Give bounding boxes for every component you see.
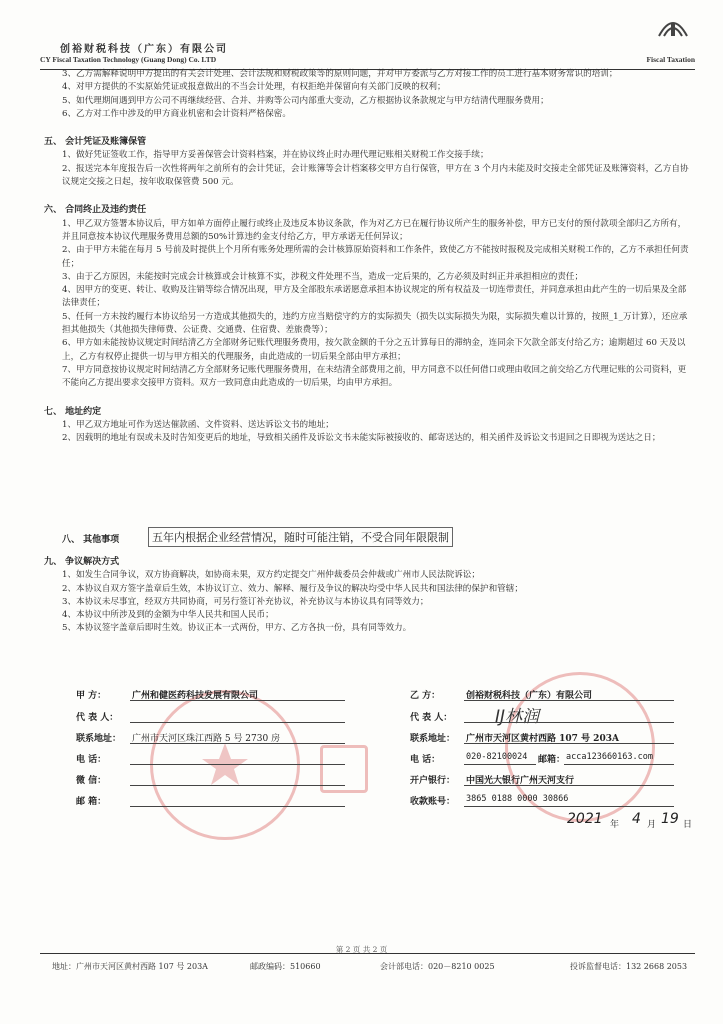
day-unit: 日 — [683, 820, 693, 830]
sign-date-year: 2021 — [567, 811, 603, 827]
party-a-address: 广州市天河区珠江西路 5 号 2730 房 — [132, 734, 281, 744]
section-7-title: 七、 地址约定 — [44, 406, 102, 417]
clause: 1、如发生合同争议，双方协商解决，如协商未果，双方约定提交广州仲裁委员会仲裁或广州市人民法院诉讼； — [62, 570, 480, 581]
footer-address: 地址：广州市天河区黄村西路 107 号 203A — [52, 962, 208, 971]
section-4-tail — [44, 68, 694, 121]
underline — [130, 700, 345, 701]
underline — [464, 722, 674, 723]
clause: 4、因甲方的变更、转让、收购及注销等综合情况出现，甲方及全部股东承诺愿意承担本协议规定的所有权益及一切连带责任，并同意承担由此产生的一切后果及全部法律责任； — [62, 285, 687, 309]
clause: 5、任何一方未按约履行本协议给另一方造成其他损失的，违约方应当赔偿守约方的实际损失（损失以实际损失为限，实际损失难以计算的，按照_1_万计算），还应承担其他损失（其他损失律师费、公证费、交通费、住宿费、差旅费等）； — [62, 311, 688, 336]
month-unit: 月 — [647, 820, 657, 830]
company-name-cn: 创裕财税科技（广东）有限公司 — [60, 44, 228, 55]
clause: 1、甲乙双方地址可作为送达催款函、文件资料、送达诉讼文书的地址； — [62, 419, 334, 430]
footer — [40, 953, 695, 971]
contract-body — [44, 68, 694, 445]
clause: 3、本协议未尽事宜，经双方共同协商，可另行签订补充协议，补充协议与本协议具有同等效力； — [62, 596, 429, 607]
underline — [464, 806, 674, 807]
letterhead — [40, 38, 695, 70]
sign-date-month: 4 — [632, 811, 641, 827]
party-b-bank: 中国光大银行广州天河支行 — [466, 776, 575, 786]
clause: 6、乙方对工作中涉及的甲方商业机密和会计资料严格保密。 — [62, 108, 291, 119]
clause: 3、由于乙方原因，未能按时完成会计核算或会计核算不实，涉税文件处理不当，造成一定后果的，乙方必须及时纠正并承担相应的责任； — [62, 271, 584, 282]
section-6-title: 六、 合同终止及违约责任 — [44, 205, 147, 216]
footer-postcode: 邮政编码：510660 — [250, 962, 321, 971]
party-b-name: 创裕财税科技（广东）有限公司 — [466, 691, 593, 701]
clause: 1、甲乙双方签署本协议后，甲方如单方面停止履行或终止及违反本协议条款，作为对乙方已在履行协议所产生的服务补偿，甲方已支付的预付款项全部归乙方所有，并且同意按本协议代理服务费用总额的50%计算违约金支付给乙方，甲方承诺无任何异议； — [62, 218, 687, 242]
party-a-rep-label: 代 表 人： — [76, 713, 119, 723]
clause: 5、如代理期间遇到甲方公司不再继续经营、合并、并购等公司内部重大变动，乙方根据协议条款规定与甲方结清代理服务费用； — [62, 95, 549, 106]
party-b-account-label: 收款账号： — [410, 797, 456, 807]
underline — [130, 722, 345, 723]
party-b-account: 3865 0188 0000 30866 — [466, 794, 569, 804]
section-5-title: 五、 会计凭证及账簿保管 — [44, 137, 147, 148]
party-b-email-label: 邮箱： — [538, 755, 566, 765]
clause: 4、对甲方提供的不实原始凭证或报意做出的不当会计处理，有权拒绝并保留向有关部门反映的权利； — [62, 82, 446, 93]
clause: 7、甲方同意按协议规定时间结清乙方全部财务记账代理服务费用，在未结清全部费用之前，甲方同意不以任何借口或理由收回之前交给乙方代理记账的公司资料，更不能向乙方提出要求交接甲方资料。双方一致同意由此造成的一切后果，均由甲方承担。 — [62, 364, 687, 389]
party-a-name: 广州和健医药科技发展有限公司 — [132, 691, 259, 701]
underline — [130, 764, 345, 765]
section-9-title: 九、 争议解决方式 — [44, 557, 120, 567]
party-b-signature: IJ林润 — [495, 707, 540, 727]
logo-text: Fiscal Taxation — [646, 55, 695, 64]
underline — [464, 785, 674, 786]
clause: 5、本协议签字盖章后即时生效。协议正本一式两份，甲方、乙方各执一份，具有同等效力。 — [62, 623, 412, 634]
underline — [130, 743, 345, 744]
party-b-rep-label: 代 表 人： — [410, 713, 453, 723]
section-8-title: 八、 其他事项 — [62, 535, 120, 545]
party-a-company-seal — [150, 690, 300, 840]
clause: 4、本协议中所涉及到的金额为中华人民共和国人民币； — [62, 610, 274, 621]
sign-date-day: 19 — [661, 811, 679, 827]
underline — [564, 764, 674, 765]
underline — [464, 764, 536, 765]
clause: 3、乙方需解释说明甲方提出的有关会计处理、会计法规和财税政策等的原则问题，并对甲方委派与乙方对接工作的员工进行基本财务常识的培训； — [62, 69, 618, 79]
section-9 — [44, 556, 694, 636]
underline — [464, 700, 674, 701]
section-8-value: 五年内根据企业经营情况，随时可能注销，不受合同年限限制 — [148, 527, 453, 547]
footer-complaint-phone: 投诉监督电话：132 2668 2053 — [570, 962, 688, 971]
star-icon — [153, 693, 297, 837]
party-a-email-label: 邮 箱： — [76, 797, 107, 807]
clause: 2、本协议自双方签字盖章后生效，本协议订立、效力、解释、履行及争议的解决均受中华人民共和国法律的保护和管辖； — [62, 583, 523, 594]
underline — [464, 743, 674, 744]
party-a-addr-label: 联系地址： — [76, 734, 122, 744]
party-a-wechat-label: 微 信： — [76, 776, 107, 786]
clause: 1、做好凭证签收工作，指导甲方妥善保管会计资料档案，并在协议终止时办理代理记账相关财税工作交接手续； — [62, 150, 489, 161]
fiscal-taxation-logo-icon — [655, 16, 691, 38]
underline — [130, 785, 345, 786]
underline — [130, 806, 345, 807]
party-b-address: 广州市天河区黄村西路 107 号 203A — [466, 734, 619, 744]
party-b-phone: 020-82100024 — [466, 752, 528, 762]
page-number: 第 2 页 共 2 页 — [335, 945, 388, 954]
year-unit: 年 — [610, 820, 620, 830]
party-b-label: 乙 方： — [410, 691, 441, 701]
party-a-label: 甲 方： — [76, 691, 107, 701]
party-b-addr-label: 联系地址： — [410, 734, 456, 744]
footer-phone: 会计部电话：020－8210 0025 — [380, 962, 495, 971]
clause: 6、甲方如未能按协议规定时间结清乙方全部财务记账代理服务费用，按欠款金额的千分之五计算每日的滞纳金，连同余下欠款全部支付给乙方；逾期超过 60 天及以上，乙方有权停止提供一切与甲方相关的代理服务，由此造成的一切后果全部由甲方承担； — [62, 338, 686, 362]
clause: 2、由于甲方未能在每月 5 号前及时提供上个月所有账务处理所需的会计核算原始资料和工作条件，致使乙方不能按时报税及完成相关财税工作的，乙方不承担任何责任； — [62, 245, 689, 269]
clause: 2、报送完本年度报告后一次性将两年之前所有的会计凭证，会计账簿等会计档案移交甲方自行保管，甲方在 3 个月内未能及时交接走全部凭证及账簿资料，乙方自协议规定交接之日起，按年收取保管费 500 元。 — [62, 163, 689, 188]
party-b-email: acca123660163.com — [566, 752, 653, 762]
party-b-phone-label: 电 话： — [410, 755, 441, 765]
party-a-phone-label: 电 话： — [76, 755, 107, 765]
party-b-bank-label: 开户银行： — [410, 776, 456, 786]
company-name-en: CY Fiscal Taxation Technology (Guang Dong) Co. LTD — [40, 55, 217, 64]
clause: 2、因载明的地址有误或未及时告知变更后的地址，导致相关函件及诉讼文书未能实际被接收的、邮寄送达的，相关函件及诉讼文书退回之日即视为送达之日； — [62, 433, 661, 444]
